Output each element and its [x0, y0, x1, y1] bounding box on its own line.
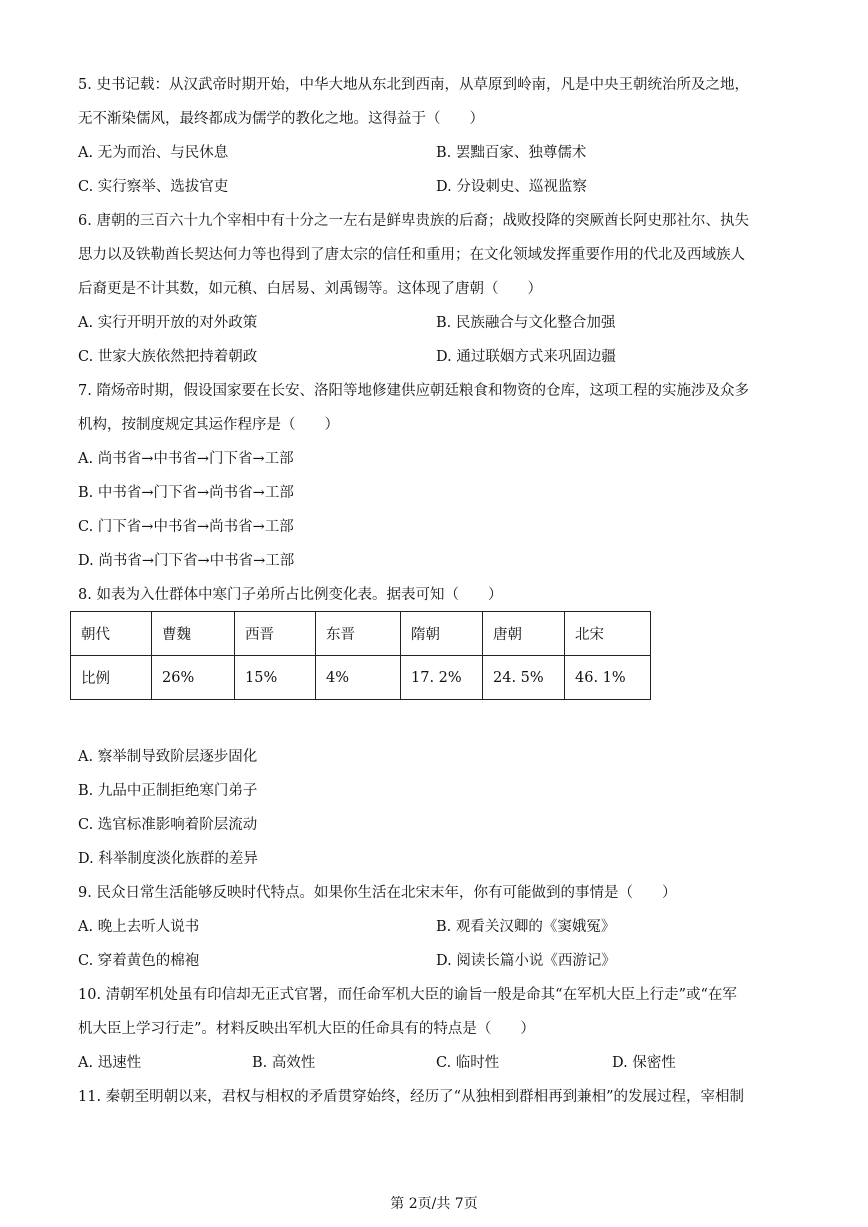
table-cell: 比例: [71, 656, 152, 700]
q7-option-c: C. 门下省→中书省→尚书省→工部: [78, 519, 294, 535]
q10-option-d: D. 保密性: [612, 1055, 676, 1071]
q5-option-a: A. 无为而治、与民休息: [78, 145, 229, 161]
q6-option-c: C. 世家大族依然把持着朝政: [78, 349, 258, 365]
q6-option-b: B. 民族融合与文化整合加强: [436, 315, 616, 331]
q10-option-c: C. 临时性: [436, 1055, 500, 1071]
q9-stem: 9. 民众日常生活能够反映时代特点。如果你生活在北宋末年，你有可能做到的事情是（ ）: [78, 885, 677, 901]
table-row: [71, 656, 651, 700]
table-cell: 西晋: [235, 612, 316, 656]
q8-option-a: A. 察举制导致阶层逐步固化: [78, 749, 258, 765]
q6-stem-line-1: 6. 唐朝的三百六十九个宰相中有十分之一左右是鲜卑贵族的后裔；战败投降的突厥酋长阿史那社尔、执失: [78, 213, 749, 229]
q5-stem-line-1: 5. 史书记载：从汉武帝时期开始，中华大地从东北到西南，从草原到岭南，凡是中央王朝统治所及之地，: [78, 77, 749, 93]
q8-option-d: D. 科举制度淡化族群的差异: [78, 851, 258, 867]
table-cell: 隋朝: [401, 612, 483, 656]
table-cell: 46. 1%: [565, 656, 651, 700]
q5-option-d: D. 分设刺史、巡视监察: [436, 179, 587, 195]
q7-option-b: B. 中书省→门下省→尚书省→工部: [78, 485, 294, 501]
table-cell: 唐朝: [483, 612, 565, 656]
q10-stem-line-2: 机大臣上学习行走”。材料反映出军机大臣的任命具有的特点是（ ）: [78, 1021, 535, 1037]
q9-option-c: C. 穿着黄色的棉袍: [78, 953, 200, 969]
table-header-row: [71, 612, 651, 656]
q10-option-a: A. 迅速性: [78, 1055, 142, 1071]
q8-option-b: B. 九品中正制拒绝寒门弟子: [78, 783, 258, 799]
table-cell: 24. 5%: [483, 656, 565, 700]
q10-stem-line-1: 10. 清朝军机处虽有印信却无正式官署，而任命军机大臣的谕旨一般是命其“在军机大臣上行走”或“在军: [78, 987, 737, 1003]
q9-option-b: B. 观看关汉卿的《窦娥冤》: [436, 919, 616, 935]
table-cell: 曹魏: [152, 612, 235, 656]
table-cell: 北宋: [565, 612, 651, 656]
q7-stem-line-2: 机构，按制度规定其运作程序是（ ）: [78, 417, 339, 433]
q7-option-d: D. 尚书省→门下省→中书省→工部: [78, 553, 295, 569]
table-cell: 4%: [316, 656, 401, 700]
q5-option-b: B. 罢黜百家、独尊儒术: [436, 145, 587, 161]
table-cell: 15%: [235, 656, 316, 700]
q8-stem: 8. 如表为入仕群体中寒门子弟所占比例变化表。据表可知（ ）: [78, 587, 503, 603]
q5-option-c: C. 实行察举、选拔官吏: [78, 179, 229, 195]
q11-stem-line-1: 11. 秦朝至明朝以来，君权与相权的矛盾贯穿始终，经历了“从独相到群相再到兼相”的发展过程，宰相制: [78, 1089, 744, 1105]
table-cell: 朝代: [71, 612, 152, 656]
q9-option-a: A. 晚上去听人说书: [78, 919, 200, 935]
q6-option-d: D. 通过联姻方式来巩固边疆: [436, 349, 616, 365]
table-cell: 17. 2%: [401, 656, 483, 700]
table-cell: 东晋: [316, 612, 401, 656]
q5-stem-line-2: 无不渐染儒风，最终都成为儒学的教化之地。这得益于（ ）: [78, 111, 484, 127]
page-number: 第 2页/共 7页: [390, 1196, 478, 1212]
enrollment-ratio-table: [70, 611, 651, 700]
table-cell: 26%: [152, 656, 235, 700]
q10-option-b: B. 高效性: [252, 1055, 316, 1071]
q6-stem-line-2: 思力以及铁勒酋长契达何力等也得到了唐太宗的信任和重用；在文化领域发挥重要作用的代北及西域族人: [78, 247, 745, 263]
q7-stem-line-1: 7. 隋炀帝时期，假设国家要在长安、洛阳等地修建供应朝廷粮食和物资的仓库，这项工程的实施涉及众多: [78, 383, 749, 399]
q9-option-d: D. 阅读长篇小说《西游记》: [436, 953, 616, 969]
q6-option-a: A. 实行开明开放的对外政策: [78, 315, 258, 331]
q8-option-c: C. 选官标准影响着阶层流动: [78, 817, 258, 833]
q6-stem-line-3: 后裔更是不计其数，如元稹、白居易、刘禹锡等。这体现了唐朝（ ）: [78, 281, 542, 297]
q7-option-a: A. 尚书省→中书省→门下省→工部: [78, 451, 294, 467]
